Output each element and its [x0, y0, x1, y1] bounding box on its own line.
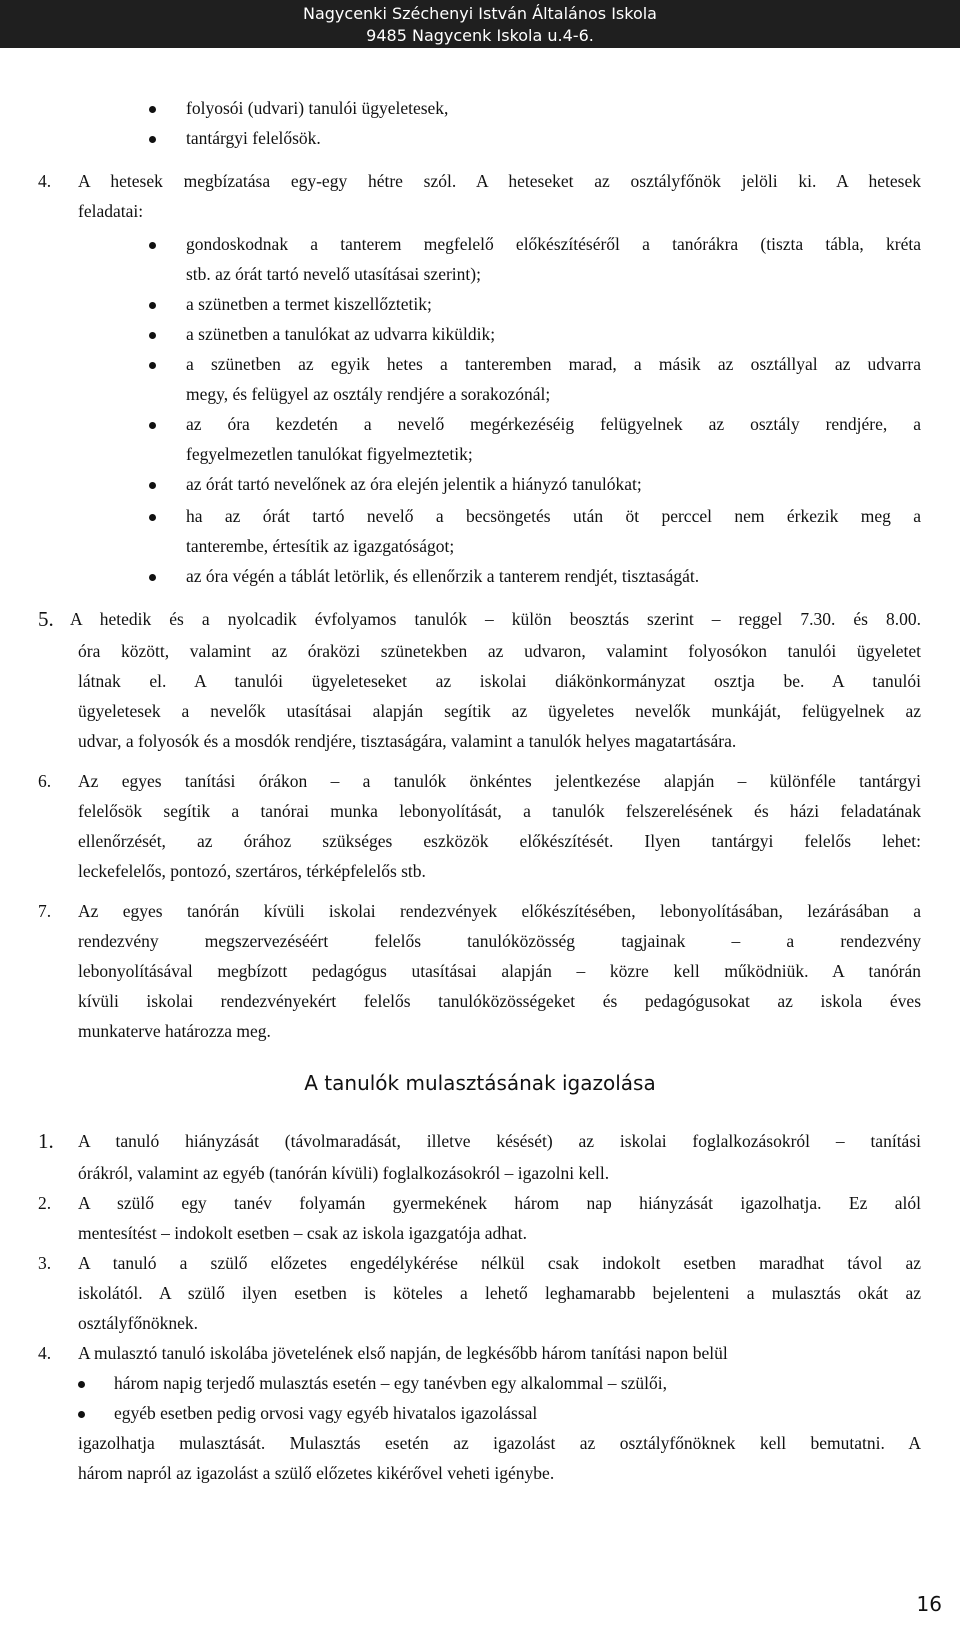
list-item: ha az órát tartó nevelő a becsöngetés után öt perccel nem érkezik meg a	[186, 506, 921, 526]
list-item: a szünetben a tanulókat az udvarra kiküldik;	[186, 324, 496, 344]
paragraph-line: kívüli iskolai rendezvényekért felelős tanulóközösségeket és pedagógusokat az iskola éves	[78, 991, 921, 1011]
header-address: 9485 Nagycenk Iskola u.4-6.	[366, 26, 594, 45]
paragraph-line: felelősök segítik a tanórai munka lebonyolítását, a tanulók felszerelésének és házi feladatának	[78, 801, 921, 821]
bullet-dot	[149, 422, 156, 429]
list-item-continuation: stb. az órát tartó nevelő utasításai szerint);	[186, 264, 481, 284]
list-item: a szünetben a termet kiszellőztetik;	[186, 294, 432, 314]
list-item: egyéb esetben pedig orvosi vagy egyéb hivatalos igazolással	[114, 1403, 538, 1423]
paragraph-line: osztályfőnöknek.	[78, 1313, 199, 1333]
list-item: az óra végén a táblát letörlik, és ellenőrzik a tanterem rendjét, tisztaságát.	[186, 566, 700, 586]
list-item-continuation: tanterembe, értesítik az igazgatóságot;	[186, 536, 455, 556]
bullet-dot	[149, 332, 156, 339]
page-header	[0, 0, 960, 48]
bullet-dot	[149, 106, 156, 113]
section-number: 5.	[38, 607, 54, 631]
list-item: az óra kezdetén a nevelő megérkezéséig felügyelnek az osztály rendjére, a	[186, 414, 921, 434]
bullet-dot	[149, 574, 156, 581]
paragraph-line: Az egyes tanórán kívüli iskolai rendezvények előkészítésében, lebonyolításában, lezárásában a	[78, 901, 921, 921]
list-item: gondoskodnak a tanterem megfelelő előkészítéséről a tanórákra (tiszta tábla, kréta	[186, 234, 921, 254]
paragraph-line: órákról, valamint az egyéb (tanórán kívüli) foglalkozásokról – igazolni kell.	[78, 1163, 610, 1183]
paragraph-line: A hetedik és a nyolcadik évfolyamos tanulók – külön beosztás szerint – reggel 7.30. és 8.00.	[70, 609, 921, 629]
paragraph-line: három napról az igazolást a szülő előzetes kikérővel veheti igénybe.	[78, 1463, 555, 1483]
paragraph-line: A hetesek megbízatása egy-egy hétre szól. A heteseket az osztályfőnök jelöli ki. A hetesek	[78, 171, 921, 191]
list-item: a szünetben az egyik hetes a tanteremben marad, a másik az osztállyal az udvarra	[186, 354, 921, 374]
paragraph-line: látnak el. A tanulói ügyeleteseket az iskolai diákönkormányzat osztja be. A tanulói	[78, 671, 921, 691]
list-item: tantárgyi felelősök.	[186, 128, 321, 148]
page-number: 16	[916, 1592, 942, 1616]
paragraph-line: leckefelelős, pontozó, szertáros, térképfelelős stb.	[78, 861, 426, 881]
bullet-dot	[149, 482, 156, 489]
header-school-name: Nagycenki Széchenyi István Általános Iskola	[303, 4, 657, 23]
bullet-dot	[149, 242, 156, 249]
paragraph-line: A mulasztó tanuló iskolába jövetelének első napján, de legkésőbb három tanítási napon belül	[78, 1343, 728, 1363]
paragraph-line: munkaterve határozza meg.	[78, 1021, 271, 1041]
section-heading: A tanulók mulasztásának igazolása	[304, 1071, 656, 1095]
paragraph-line: igazolhatja mulasztását. Mulasztás esetén az igazolást az osztályfőnöknek kell bemutatni. A	[78, 1433, 921, 1453]
bullet-dot	[149, 136, 156, 143]
bullet-dot	[78, 1381, 85, 1388]
bullet-dot	[149, 514, 156, 521]
list-item: az órát tartó nevelőnek az óra elején jelentik a hiányzó tanulókat;	[186, 474, 642, 494]
bullet-dot	[149, 362, 156, 369]
paragraph-line: lebonyolításával megbízott pedagógus utasításai alapján – közre kell működniük. A tanórán	[78, 961, 921, 981]
paragraph-line: udvar, a folyosók és a mosdók rendjére, tisztaságára, valamint a tanulók helyes magatartására.	[78, 731, 737, 751]
paragraph-line: A szülő egy tanév folyamán gyermekének három nap hiányzását igazolhatja. Ez alól	[78, 1193, 921, 1213]
paragraph-line: mentesítést – indokolt esetben – csak az iskola igazgatója adhat.	[78, 1223, 528, 1243]
paragraph-line: iskolától. A szülő ilyen esetben is köteles a lehető leghamarabb bejelenteni a mulasztás okát az	[78, 1283, 921, 1303]
section-number: 2.	[38, 1193, 52, 1213]
paragraph-line: A tanuló hiányzását (távolmaradását, illetve késését) az iskolai foglalkozásokról – tanítási	[78, 1131, 921, 1151]
paragraph-line: ellenőrzését, az órához szükséges eszközök előkészítését. Ilyen tantárgyi felelős lehet:	[78, 831, 921, 851]
list-item: három napig terjedő mulasztás esetén – egy tanévben egy alkalommal – szülői,	[114, 1373, 668, 1393]
section-number: 3.	[38, 1253, 52, 1273]
paragraph-line: feladatai:	[78, 201, 144, 221]
bullet-dot	[149, 302, 156, 309]
list-item: folyosói (udvari) tanulói ügyeletesek,	[186, 98, 449, 118]
section-number: 7.	[38, 901, 52, 921]
paragraph-line: Az egyes tanítási órákon – a tanulók önkéntes jelentkezése alapján – különféle tantárgyi	[78, 771, 921, 791]
paragraph-line: rendezvény megszervezéséért felelős tanulóközösség tagjainak – a rendezvény	[78, 931, 921, 951]
bullet-dot	[78, 1411, 85, 1418]
list-item-continuation: fegyelmezetlen tanulókat figyelmeztetik;	[186, 444, 473, 464]
list-item-continuation: megy, és felügyel az osztály rendjére a sorakozónál;	[186, 384, 551, 404]
section-number: 4.	[38, 171, 52, 191]
section-number: 1.	[38, 1129, 54, 1153]
paragraph-line: óra között, valamint az óraközi szünetekben az udvaron, valamint folyosókon tanulói ügyeletet	[78, 641, 921, 661]
paragraph-line: A tanuló a szülő előzetes engedélykérése nélkül csak indokolt esetben maradhat távol az	[78, 1253, 921, 1273]
section-number: 6.	[38, 771, 52, 791]
section-number: 4.	[38, 1343, 52, 1363]
paragraph-line: ügyeletesek a nevelők utasításai alapján segítik az ügyeletes nevelők munkáját, felügyelnek az	[78, 701, 921, 721]
